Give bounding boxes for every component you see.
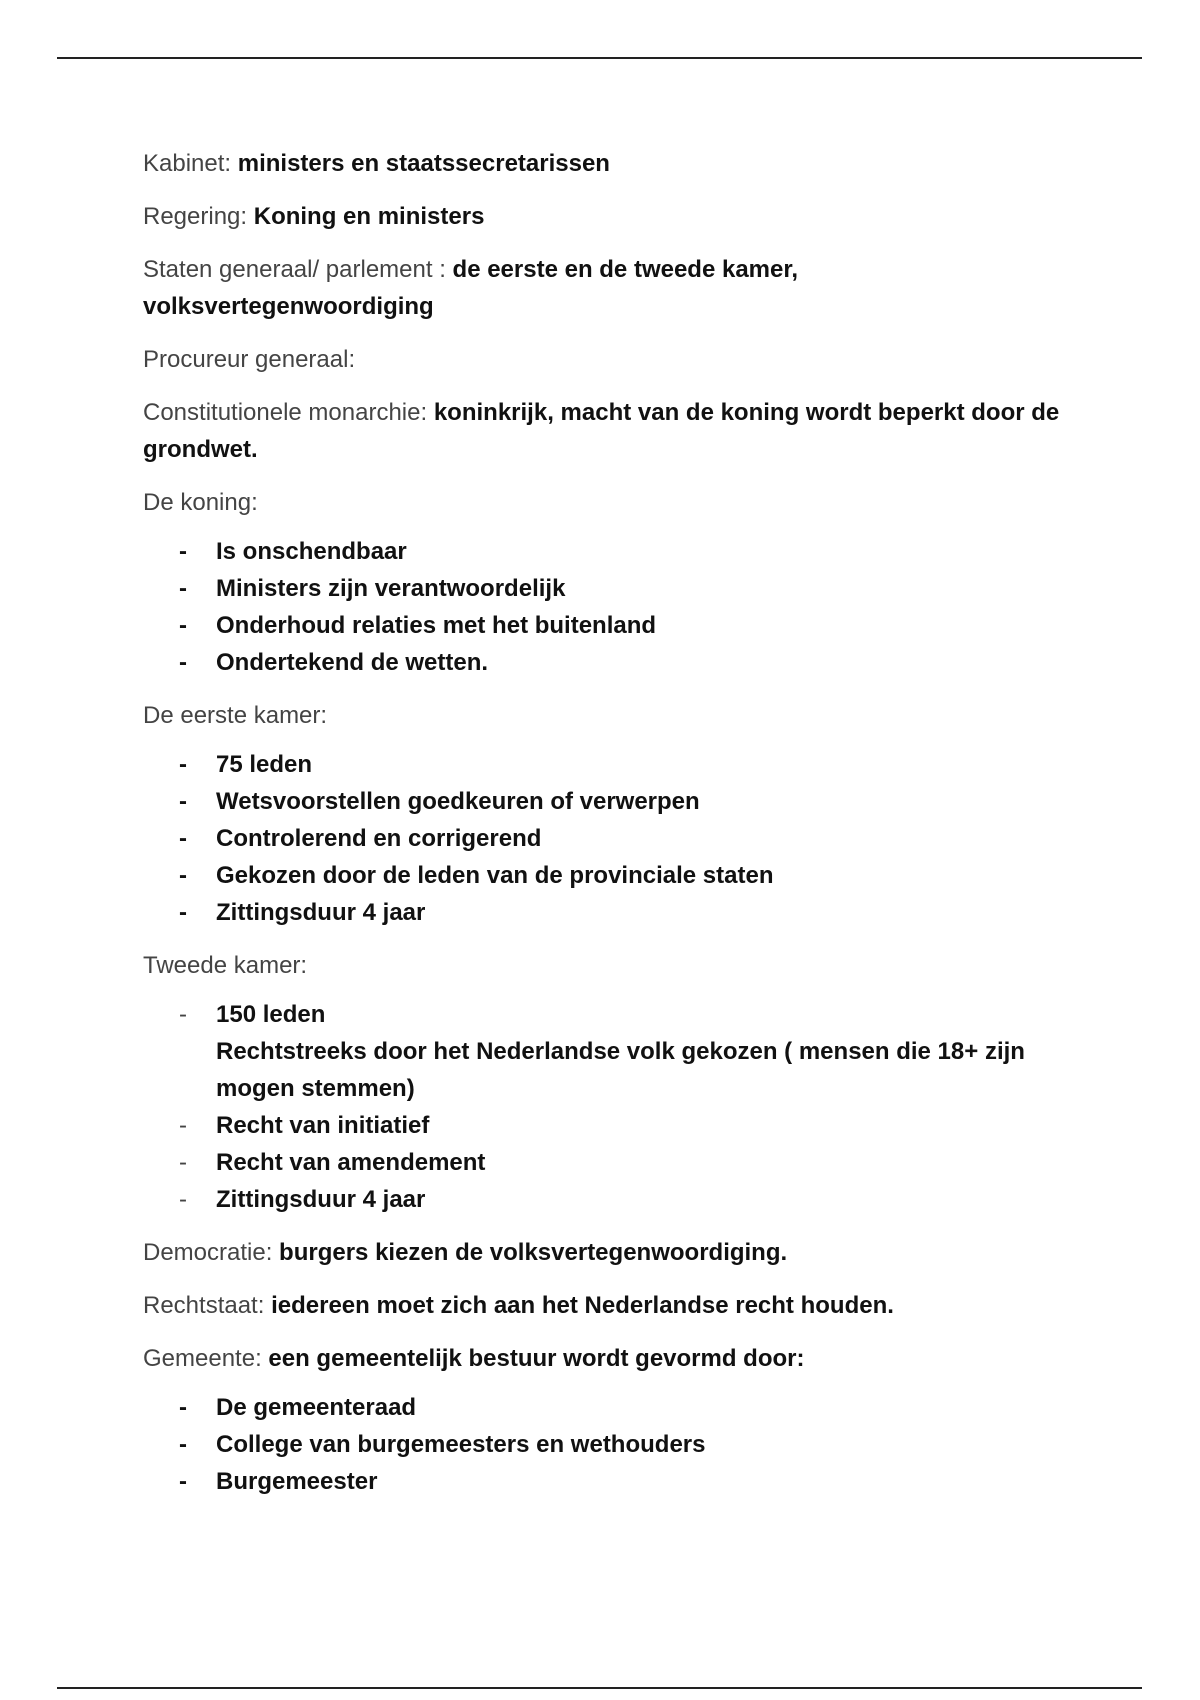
dash-bullet: - (179, 1112, 187, 1139)
list-gemeente (143, 1389, 1063, 1500)
term-definition: Koning en ministers (253, 203, 485, 230)
definition-regering (143, 198, 1063, 235)
header-rule (57, 57, 1142, 59)
list-item: - 150 leden Rechtstreeks door het Nederlandse volk gekozen ( mensen die 18+ zijn mogen stemmen) (143, 996, 1063, 1107)
list-item: - Recht van initiatief (143, 1107, 1063, 1144)
term-label: De eerste kamer: (143, 702, 328, 729)
dash-bullet: - (179, 649, 187, 676)
term-label: Procureur generaal: (143, 346, 356, 373)
term-definition: iedereen moet zich aan het Nederlandse recht houden. (271, 1292, 894, 1319)
list-item: - Is onschendbaar (143, 533, 1063, 570)
dash-bullet: - (179, 825, 187, 852)
dash-bullet: - (179, 1468, 187, 1495)
definition-rechtstaat (143, 1287, 1063, 1324)
list-item: - Ondertekend de wetten. (143, 644, 1063, 681)
list-item: - Zittingsduur 4 jaar (143, 1181, 1063, 1218)
dash-bullet: - (179, 538, 187, 565)
dash-bullet: - (179, 1186, 187, 1213)
definition-monarchie (143, 394, 1063, 468)
term-definition: ministers en staatssecretarissen (237, 150, 610, 177)
definition-democratie (143, 1234, 1063, 1271)
list-item: - Recht van amendement (143, 1144, 1063, 1181)
definition-gemeente (143, 1340, 1063, 1377)
heading-tweede-kamer (143, 947, 1063, 984)
dash-bullet: - (179, 1394, 187, 1421)
footer-rule (57, 1687, 1142, 1689)
term-label: Rechtstaat: (143, 1292, 265, 1319)
term-label: Democratie: (143, 1239, 273, 1266)
term-label: Constitutionele monarchie: (143, 399, 428, 426)
list-eerste-kamer (143, 746, 1063, 931)
dash-bullet: - (179, 1149, 187, 1176)
list-item: - Controlerend en corrigerend (143, 820, 1063, 857)
definition-kabinet (143, 145, 1063, 182)
dash-bullet: - (179, 788, 187, 815)
dash-bullet: - (179, 899, 187, 926)
list-item: - 75 leden (143, 746, 1063, 783)
list-item: - De gemeenteraad (143, 1389, 1063, 1426)
term-definition: een gemeentelijk bestuur wordt gevormd door: (268, 1345, 805, 1372)
dash-bullet: - (179, 751, 187, 778)
term-definition: burgers kiezen de volksvertegenwoordiging. (279, 1239, 788, 1266)
list-item: - Wetsvoorstellen goedkeuren of verwerpen (143, 783, 1063, 820)
term-label: Kabinet: (143, 150, 232, 177)
term-definition: de eerste en de tweede kamer, volksvertegenwoordiging (143, 256, 799, 320)
term-label: De koning: (143, 489, 258, 516)
list-tweede-kamer (143, 996, 1063, 1218)
list-item: - Onderhoud relaties met het buitenland (143, 607, 1063, 644)
dash-bullet: - (179, 862, 187, 889)
term-label: Staten generaal/ parlement : (143, 256, 446, 283)
dash-bullet: - (179, 1001, 187, 1028)
document-body (143, 145, 1063, 1516)
list-de-koning (143, 533, 1063, 681)
term-label: Regering: (143, 203, 248, 230)
dash-bullet: - (179, 575, 187, 602)
list-item: - College van burgemeesters en wethouders (143, 1426, 1063, 1463)
dash-bullet: - (179, 1431, 187, 1458)
definition-procureur-generaal (143, 341, 1063, 378)
definition-staten-generaal (143, 251, 1063, 325)
term-label: Gemeente: (143, 1345, 262, 1372)
term-definition: koninkrijk, macht van de koning wordt beperkt door de grondwet. (143, 399, 1060, 463)
heading-de-koning (143, 484, 1063, 521)
heading-eerste-kamer (143, 697, 1063, 734)
list-item: - Gekozen door de leden van de provinciale staten (143, 857, 1063, 894)
list-item: - Ministers zijn verantwoordelijk (143, 570, 1063, 607)
dash-bullet: - (179, 612, 187, 639)
list-item: - Zittingsduur 4 jaar (143, 894, 1063, 931)
list-item: - Burgemeester (143, 1463, 1063, 1500)
term-label: Tweede kamer: (143, 952, 308, 979)
